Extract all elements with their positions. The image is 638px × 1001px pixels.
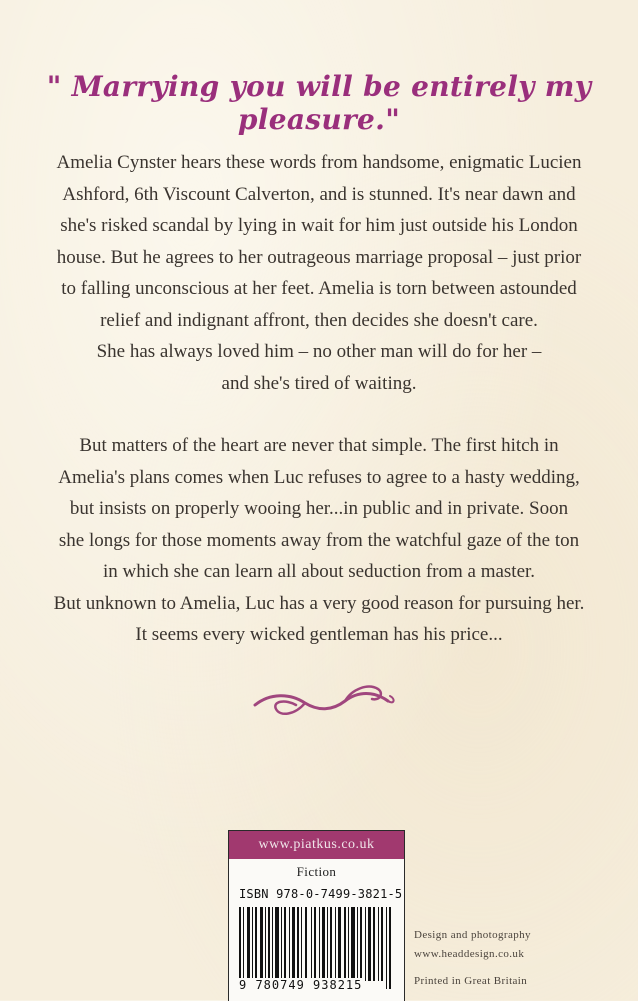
blurb-line: and she's tired of waiting. (221, 372, 417, 394)
blurb-line: But matters of the heart are never that simple. The first hitch in (79, 435, 559, 456)
credits-line: Design and photography (414, 929, 531, 941)
blurb-line: Amelia Cynster hears these words from handsome, enigmatic Lucien (56, 152, 582, 173)
blurb-line: relief and indignant affront, then decides she doesn't care. (100, 309, 538, 331)
barcode-number: 9 780749 938215 (239, 978, 363, 992)
blurb-line: Ashford, 6th Viscount Calverton, and is stunned. It's near dawn and (62, 183, 576, 205)
genre-label: Fiction (296, 864, 337, 879)
blurb-line: to falling unconscious at her feet. Amelia is torn between astounded (61, 278, 577, 299)
blurb-line: Amelia's plans comes when Luc refuses to agree to a hasty wedding, (58, 466, 580, 488)
blurb-line: She has always loved him – no other man will do for her – (96, 341, 542, 362)
blurb-paragraph-2 (28, 430, 610, 651)
printed-in-label: Printed in Great Britain (414, 975, 528, 987)
publisher-url: www.piatkus.co.uk (229, 831, 404, 859)
blurb-line: house. But he agrees to her outrageous marriage proposal – just prior (56, 246, 582, 268)
blurb-line: But unknown to Amelia, Luc has a very good reason for pursuing her. (53, 592, 585, 614)
blurb-line: in which she can learn all about seduction from a master. (102, 561, 536, 582)
blurb-line: but insists on properly wooing her...in public and in private. Soon (69, 498, 569, 519)
blurb-line: she's risked scandal by lying in wait for him just outside his London (60, 215, 578, 236)
isbn-label: ISBN 978-0-7499-3821-5 (239, 887, 403, 901)
flourish-ornament-icon (250, 675, 400, 725)
cover-tagline: " Marrying you will be entirely my pleasure." (46, 70, 592, 136)
design-credits (414, 926, 624, 964)
barcode-panel (228, 830, 405, 1001)
credits-url: www.headdesign.co.uk (414, 948, 525, 960)
blurb-line: It seems every wicked gentleman has his price... (135, 624, 503, 645)
blurb-line: she longs for those moments away from the watchful gaze of the ton (58, 529, 580, 551)
barcode-icon (239, 907, 394, 989)
blurb-paragraph-1 (28, 147, 610, 399)
